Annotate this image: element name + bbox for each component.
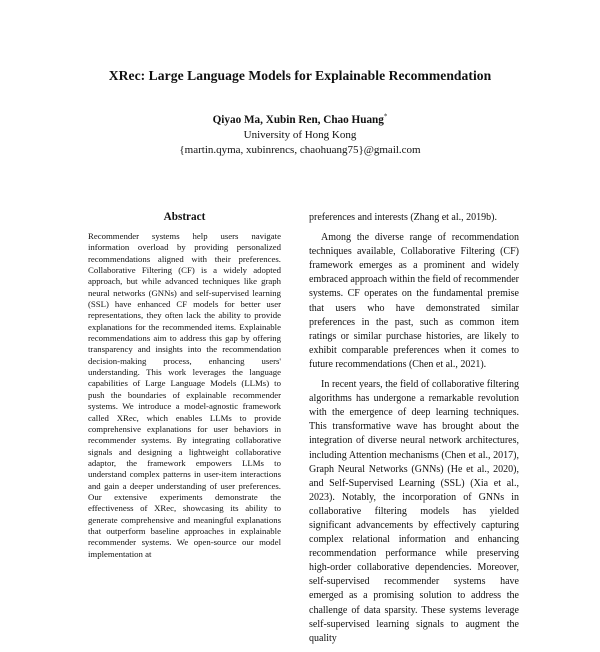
author-emails: {martin.qyma, xubinrencs, chaohuang75}@gmail.com (179, 144, 421, 156)
abstract-heading: Abstract (163, 211, 206, 223)
intro-paragraph-continuation: preferences and interests (Zhang et al., 2019b). (309, 212, 497, 223)
paper-title: XRec: Large Language Models for Explainable Recommendation (108, 68, 492, 83)
intro-paragraph-deep-learning: In recent years, the field of collaborative filtering algorithms has undergone a remarkable revolution with the emergence of deep learning techniques. This transformative wave has brought about the integration of diverse neural network architectures, including Attention mechanisms (Chen et al., 2017), Graph Neural Networks (GNNs) (He et al., 2020), and Self-Supervised Learning (SSL) (Xia et al., 2023). Notably, the incorporation of GNNs in collaborative filtering models has yielded significant advancements by effectively capturing complex relational information and enhancing recommendation performance while preserving high-order collaborative dependencies. Moreover, self-supervised recommender systems have emerged as a promising solution to address the challenge of data sparsity. These systems leverage self-supervised learning signals to augment the quality (309, 379, 519, 644)
paper-authors (0, 114, 600, 126)
author-affiliation: University of Hong Kong (243, 129, 357, 141)
corresponding-author-mark: * (383, 112, 388, 121)
abstract-body: Recommender systems help users navigate information overload by providing personalized recommendations aligned with their preferences. Collaborative Filtering (CF) is a widely adopted approach, but while advanced techniques like graph neural networks (GNNs) and self-supervised learning (SSL) have enhanced CF models for better user representations, they often lack the ability to provide explanations for the recommended items. Explainable recommendations aim to address this gap by offering transparency and insights into the recommendation decision-making process, enhancing users' understanding. This work leverages the language capabilities of Large Language Models (LLMs) to push the boundaries of explainable recommender systems. We introduce a model-agnostic framework called XRec, which enables LLMs to provide comprehensive explanations for user behaviors in recommender systems. By integrating collaborative signals and designing a lightweight collaborative adaptor, the framework empowers LLMs to understand complex patterns in user-item interactions and gain a deeper understanding of user preferences. Our extensive experiments demonstrate the effectiveness of XRec, showcasing its ability to generate comprehensive and meaningful explanations that outperform baseline approaches in explainable recommender systems. We open-source our model implementation at (88, 231, 281, 559)
intro-paragraph-collaborative-filtering: Among the diverse range of recommendation techniques available, Collaborative Filtering (CF) framework emerges as a prominent and widely embraced approach within the field of recommender systems. CF operates on the fundamental premise that users who have demonstrated similar preferences in the past, such as common item ratings or similar purchase histories, are likely to exhibit comparable preferences when it comes to future recommendations (Chen et al., 2021). (309, 232, 519, 370)
author-names: Qiyao Ma, Xubin Ren, Chao Huang (212, 114, 384, 126)
introduction-column (309, 211, 519, 652)
